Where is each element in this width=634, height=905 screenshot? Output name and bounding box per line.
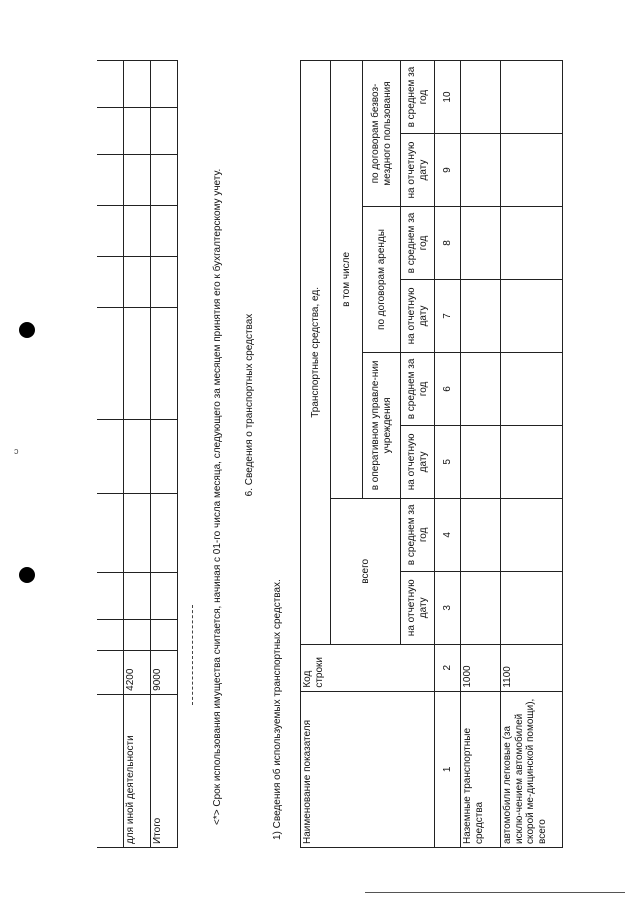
- table-row: [151, 61, 178, 848]
- header-avg-year: в среднем за год: [401, 498, 435, 571]
- col-number: 1: [435, 691, 461, 847]
- header-total: всего: [331, 498, 401, 644]
- assets-table-continuation: [97, 60, 178, 848]
- row-label: [97, 694, 124, 847]
- header-avg-year: в среднем за год: [401, 207, 435, 280]
- scan-speck: ɔ: [14, 446, 19, 456]
- row-code: 4200: [124, 651, 151, 695]
- subsection-title: 1) Сведения об используемых транспортных средствах.: [272, 579, 283, 840]
- header-avg-year: в среднем за год: [401, 61, 435, 134]
- header-operative: в оперативном управле-нии учреждения: [363, 352, 401, 498]
- footnote-text: <*> Срок использования имущества считается, начиная с 01-го числа месяца, следующего за месяцем принятия его к бухгалтерскому учету.: [212, 168, 223, 825]
- table-row: [124, 61, 151, 848]
- column-numbers-row: [435, 61, 461, 848]
- col-number: 5: [435, 425, 461, 498]
- col-number: 7: [435, 279, 461, 352]
- header-including: в том числе: [331, 61, 363, 499]
- table-row: [501, 61, 563, 848]
- header-on-date: на отчетную дату: [401, 571, 435, 644]
- row-code: 1100: [501, 644, 563, 691]
- row-code: 9000: [151, 651, 178, 695]
- page-edge-line: [365, 892, 625, 893]
- col-number: 6: [435, 352, 461, 425]
- binder-hole-dot: [19, 567, 35, 583]
- header-code: Код строки: [301, 644, 435, 691]
- col-number: 10: [435, 61, 461, 134]
- col-number: 4: [435, 498, 461, 571]
- row-label: автомобили легковые (за исклю-чением автомобилей скорой ме-дицинской помощи), всего: [501, 691, 563, 847]
- row-label: для иной деятельности: [124, 694, 151, 847]
- row-code: 1000: [461, 644, 501, 691]
- header-on-date: на отчетную дату: [401, 279, 435, 352]
- header-on-date: на отчетную дату: [401, 134, 435, 207]
- col-number: 2: [435, 644, 461, 691]
- header-avg-year: в среднем за год: [401, 352, 435, 425]
- footnote-separator: [192, 605, 193, 705]
- col-number: 8: [435, 207, 461, 280]
- table-row: [461, 61, 501, 848]
- row-label: Наземные транспортные средства: [461, 691, 501, 847]
- binder-hole-dot: [19, 322, 35, 338]
- table-row: [97, 61, 124, 848]
- header-on-date: на отчетную дату: [401, 425, 435, 498]
- section-title: 6. Сведения о транспортных средствах: [244, 313, 255, 497]
- row-label: Итого: [151, 694, 178, 847]
- header-lease: по договорам аренды: [363, 207, 401, 353]
- header-free-use: по договорам безвоз-мездного пользования: [363, 61, 401, 207]
- header-name: Наименование показателя: [301, 691, 435, 847]
- col-number: 3: [435, 571, 461, 644]
- vehicles-table: [300, 60, 563, 848]
- header-vehicles: Транспортные средства, ед.: [301, 61, 331, 645]
- col-number: 9: [435, 134, 461, 207]
